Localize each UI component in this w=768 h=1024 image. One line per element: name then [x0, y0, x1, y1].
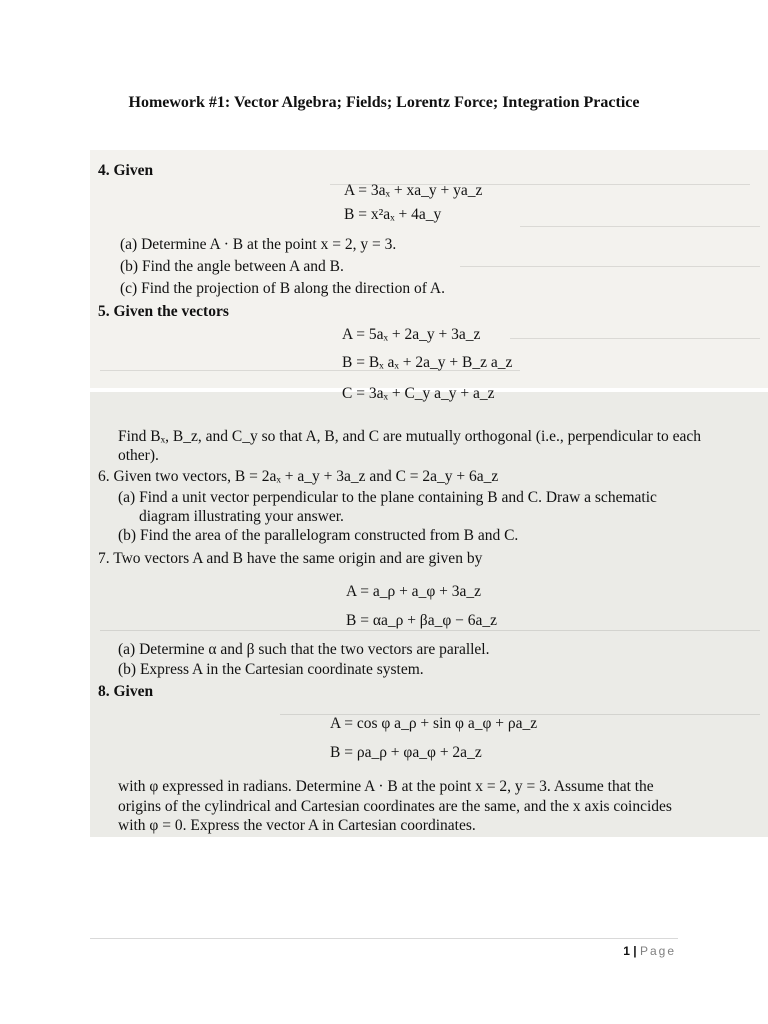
page-separator: |: [629, 944, 640, 958]
problem-5-eq-a: A = 5aₓ + 2a_y + 3a_z: [342, 326, 481, 343]
problem-8-text-line3: with φ = 0. Express the vector A in Cartesian coordinates.: [118, 817, 476, 834]
problem-5-find-line2: other).: [118, 447, 159, 464]
problem-8-eq-a: A = cos φ a_ρ + sin φ a_φ + ρa_z: [330, 715, 538, 732]
problem-7-eq-a: A = a_ρ + a_φ + 3a_z: [346, 583, 482, 600]
problem-7-heading: 7. Two vectors A and B have the same origin and are given by: [98, 550, 483, 567]
problem-8-text-line2: origins of the cylindrical and Cartesian coordinates are the same, and the x axis coincides: [118, 798, 672, 815]
page-title: Homework #1: Vector Algebra; Fields; Lorentz Force; Integration Practice: [128, 94, 640, 111]
problem-6-part-a-line2: diagram illustrating your answer.: [139, 508, 344, 525]
problem-7-part-b: (b) Express A in the Cartesian coordinate system.: [118, 661, 424, 678]
problem-6-part-b: (b) Find the area of the parallelogram constructed from B and C.: [118, 527, 519, 544]
problem-5-eq-b: B = Bₓ aₓ + 2a_y + B_z a_z: [342, 354, 513, 371]
problem-6-heading: 6. Given two vectors, B = 2aₓ + a_y + 3a_z and C = 2a_y + 6a_z: [98, 468, 499, 485]
problem-8-heading: 8. Given: [98, 683, 154, 700]
problem-8-text-line1: with φ expressed in radians. Determine A · B at the point x = 2, y = 3. Assume that the: [118, 778, 654, 795]
problem-4-part-b: (b) Find the angle between A and B.: [120, 258, 344, 275]
page-label: Page: [639, 944, 676, 958]
problem-5-heading: 5. Given the vectors: [98, 303, 229, 320]
problem-4-part-c: (c) Find the projection of B along the direction of A.: [120, 280, 445, 297]
problem-5-eq-c: C = 3aₓ + C_y a_y + a_z: [342, 385, 495, 402]
page-number: 1: [623, 944, 630, 958]
problem-6-part-a-line1: (a) Find a unit vector perpendicular to the plane containing B and C. Draw a schematic: [118, 489, 657, 506]
problem-7-eq-b: B = αa_ρ + βa_φ − 6a_z: [346, 612, 498, 629]
problem-5-find-line1: Find Bₓ, B_z, and C_y so that A, B, and C are mutually orthogonal (i.e., perpendicular to each: [118, 428, 702, 445]
problem-4-part-a: (a) Determine A · B at the point x = 2, y = 3.: [120, 236, 397, 253]
problem-4-eq-a: A = 3aₓ + xa_y + ya_z: [344, 182, 483, 199]
problem-7-part-a: (a) Determine α and β such that the two vectors are parallel.: [118, 641, 490, 658]
problem-4-heading: 4. Given: [98, 162, 154, 179]
footer-rule: [90, 938, 678, 939]
page-footer: [623, 944, 676, 958]
problem-8-eq-b: B = ρa_ρ + φa_φ + 2a_z: [330, 744, 482, 761]
problem-4-eq-b: B = x²aₓ + 4a_y: [344, 206, 442, 223]
